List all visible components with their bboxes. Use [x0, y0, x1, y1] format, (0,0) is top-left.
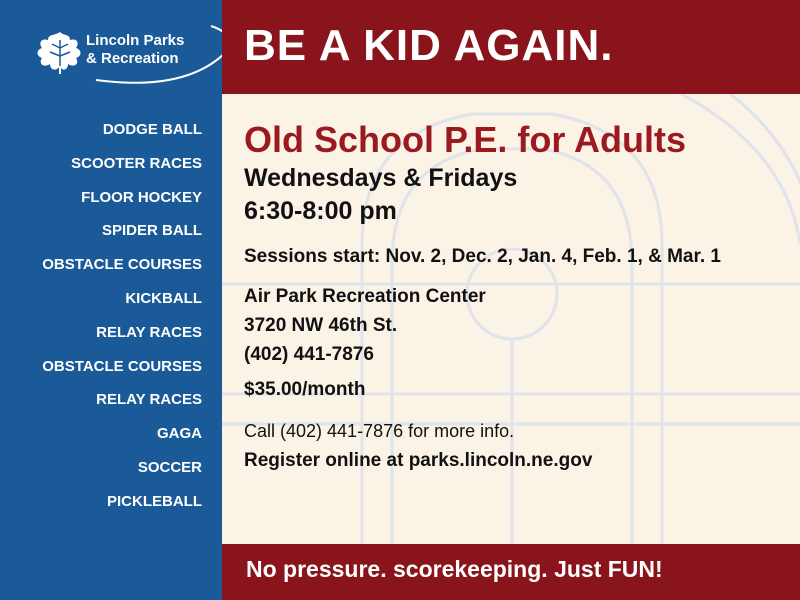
activity-item: SCOOTER RACES [71, 154, 202, 172]
footer-banner [222, 544, 800, 600]
sidebar [0, 0, 222, 600]
activity-item: PICKLEBALL [107, 492, 202, 510]
activity-item: DODGE BALL [102, 121, 202, 138]
activity-item: KICKBALL [125, 289, 202, 307]
call-info: Call (402) 441-7876 for more info. [244, 421, 515, 441]
venue-block [244, 282, 794, 369]
event-times: 6:30-8:00 pm [244, 197, 397, 225]
lincoln-parks-logo[interactable] [36, 22, 212, 86]
activity-list [2, 118, 202, 524]
brand-line-2: & Recreation [86, 50, 179, 67]
venue-phone[interactable]: (402) 441-7876 [244, 344, 374, 365]
activity-item: OBSTACLE COURSES [42, 256, 202, 274]
oak-leaf-icon [36, 30, 84, 74]
header-banner [222, 0, 800, 94]
activity-item: SOCCER [137, 458, 202, 476]
register-link[interactable]: Register online at parks.lincoln.ne.gov [244, 450, 593, 471]
event-title: Old School P.E. for Adults [244, 119, 687, 160]
activity-item: GAGA [157, 425, 202, 443]
activity-item: RELAY RACES [96, 391, 202, 409]
brand-line-1: Lincoln Parks [86, 32, 185, 49]
venue-address: 3720 NW 46th St. [244, 315, 398, 336]
event-panel [222, 94, 800, 544]
activity-item: SPIDER BALL [101, 222, 202, 240]
price: $35.00/month [244, 379, 366, 400]
event-days: Wednesdays & Fridays [244, 164, 518, 192]
headline: BE A KID AGAIN. [244, 21, 614, 70]
venue-name: Air Park Recreation Center [244, 286, 486, 307]
activity-item: OBSTACLE COURSES [42, 357, 202, 375]
event-details [244, 118, 794, 472]
session-dates: Sessions start: Nov. 2, Dec. 2, Jan. 4, Feb. 1, & Mar. 1 [244, 246, 721, 267]
tagline: No pressure. scorekeeping. Just FUN! [246, 556, 663, 582]
activity-item: FLOOR HOCKEY [81, 188, 202, 206]
activity-item: RELAY RACES [96, 323, 202, 341]
